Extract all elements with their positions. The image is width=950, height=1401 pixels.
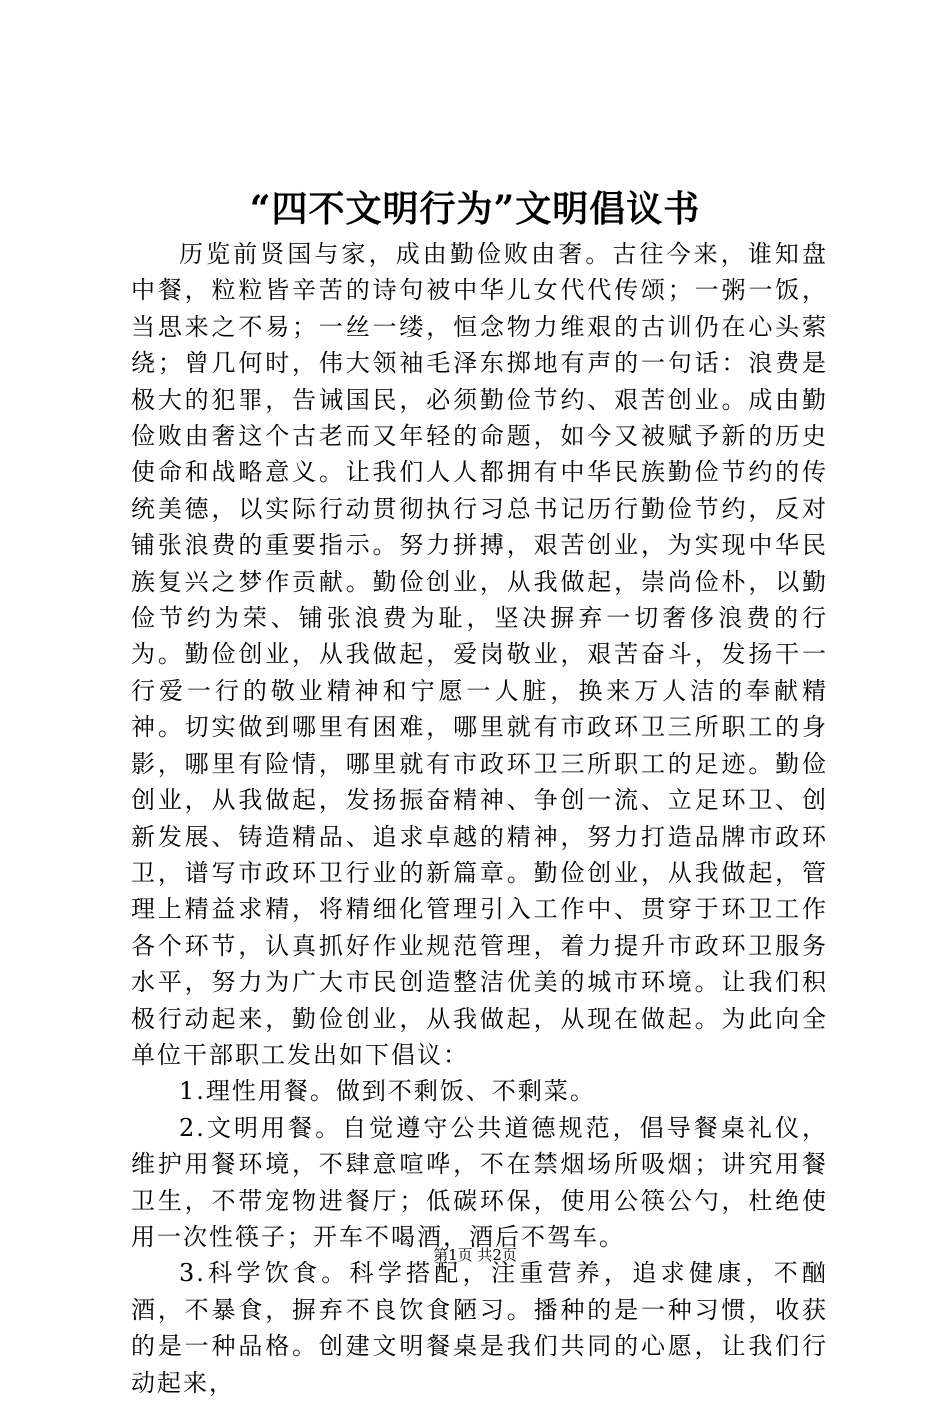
- document-body: [131, 236, 828, 1401]
- page-number-footer: 第1页 共2页: [433, 1246, 517, 1264]
- proposal-item-3: 3.科学饮食。科学搭配，注重营养，追求健康，不酗酒，不暴食，摒弃不良饮食陋习。播种的是一种习惯，收获的是一种品格。创建文明餐桌是我们共同的心愿，让我们行动起来，: [131, 1259, 828, 1397]
- intro-paragraph: 历览前贤国与家，成由勤俭败由奢。古往今来，谁知盘中餐，粒粒皆辛苦的诗句被中华儿女代代传颂；一粥一饭，当思来之不易；一丝一缕，恒念物力维艰的古训仍在心头萦绕；曾几何时，伟大领袖毛泽东掷地有声的一句话：浪费是极大的犯罪，告诫国民，必须勤俭节约、艰苦创业。成由勤俭败由奢这个古老而又年轻的命题，如今又被赋予新的历史使命和战略意义。让我们人人都拥有中华民族勤俭节约的传统美德，以实际行动贯彻执行习总书记历行勤俭节约，反对铺张浪费的重要指示。努力拼搏，艰苦创业，为实现中华民族复兴之梦作贡献。勤俭创业，从我做起，崇尚俭朴，以勤俭节约为荣、铺张浪费为耻，坚决摒弃一切奢侈浪费的行为。勤俭创业，从我做起，爱岗敬业，艰苦奋斗，发扬干一行爱一行的敬业精神和宁愿一人脏，换来万人洁的奉献精神。切实做到哪里有困难，哪里就有市政环卫三所职工的身影，哪里有险情，哪里就有市政环卫三所职工的足迹。勤俭创业，从我做起，发扬振奋精神、争创一流、立足环卫、创新发展、铸造精品、追求卓越的精神，努力打造品牌市政环卫，谱写市政环卫行业的新篇章。勤俭创业，从我做起，管理上精益求精，将精细化管理引入工作中、贯穿于环卫工作各个环节，认真抓好作业规范管理，着力提升市政环卫服务水平，努力为广大市民创造整洁优美的城市环境。让我们积极行动起来，勤俭创业，从我做起，从现在做起。为此向全单位干部职工发出如下倡议：: [131, 240, 828, 1069]
- document-title: “四不文明行为”文明倡议书: [249, 188, 701, 230]
- proposal-item-2: 2.文明用餐。自觉遵守公共道德规范，倡导餐桌礼仪，维护用餐环境，不肆意喧哗，不在禁烟场所吸烟；讲究用餐卫生，不带宠物进餐厅；低碳环保，使用公筷公勺，杜绝使用一次性筷子；开车不喝酒，酒后不驾车。: [131, 1113, 828, 1251]
- proposal-item-1: 1.理性用餐。做到不剩饭、不剩菜。: [179, 1077, 596, 1106]
